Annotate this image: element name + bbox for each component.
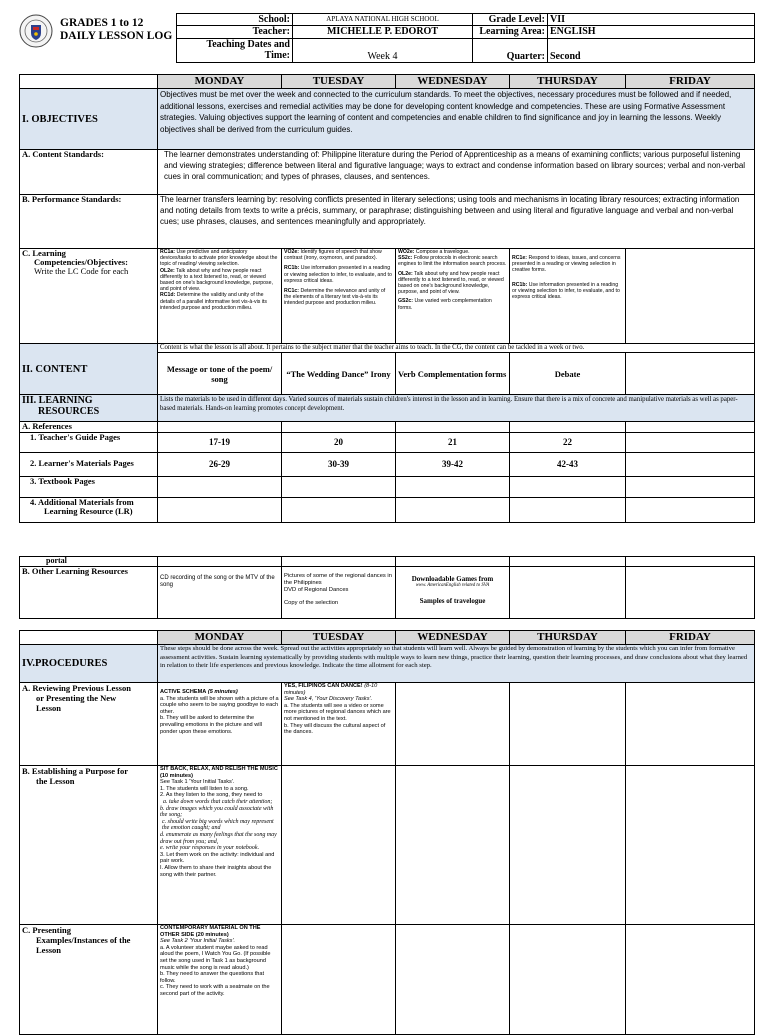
activity-task: See Task 2 'Your Initial Tasks'. xyxy=(160,938,236,945)
other-wednesday xyxy=(396,567,510,619)
presenting-label-3: Lesson xyxy=(36,945,62,955)
objectives-heading: I. OBJECTIVES xyxy=(20,89,158,150)
presenting-monday xyxy=(158,925,282,1035)
header-table xyxy=(176,13,755,63)
other-wednesday-2: www. AmericanEnglish related to SVA xyxy=(415,583,490,588)
competency-item xyxy=(398,298,507,310)
competency-text: Talk about why and how people react differently to a text listened to, read, or viewed based on one's background knowledge, purpose, and point of view. xyxy=(160,267,273,293)
references-cell xyxy=(396,422,510,433)
tg-friday xyxy=(626,432,755,452)
day-monday: MONDAY xyxy=(158,631,282,645)
competencies-label-1: C. Learning xyxy=(22,248,66,258)
area-value: ENGLISH xyxy=(548,26,755,39)
corner-cell xyxy=(20,631,158,645)
lm-tuesday: 30-39 xyxy=(282,452,396,476)
competencies-label xyxy=(20,249,158,344)
references-cell xyxy=(626,422,755,433)
tg-wednesday: 21 xyxy=(396,432,510,452)
other-tuesday-2: DVD of Regional Dances xyxy=(284,587,349,593)
teacher-value: MICHELLE P. EDOROT xyxy=(293,26,473,39)
additional-cell xyxy=(158,497,282,522)
tg-label: 1. Teacher's Guide Pages xyxy=(20,432,158,452)
purpose-tuesday xyxy=(282,766,396,925)
presenting-thursday xyxy=(510,925,626,1035)
presenting-tuesday xyxy=(282,925,396,1035)
performance-standards-label: B. Performance Standards: xyxy=(20,195,158,249)
content-thursday: Debate xyxy=(510,353,626,395)
grade-value: VII xyxy=(548,14,755,26)
activity-substep: b. draw images which you could associate with the song; xyxy=(160,805,274,819)
corner-cell xyxy=(20,75,158,89)
day-tuesday: TUESDAY xyxy=(282,631,396,645)
other-resources-label: B. Other Learning Resources xyxy=(20,567,158,619)
competencies-friday xyxy=(626,249,755,344)
portal-cell xyxy=(396,557,510,567)
competency-code: SS2c: xyxy=(398,255,413,262)
additional-materials-label xyxy=(20,497,158,522)
portal-cell xyxy=(510,557,626,567)
other-monday: CD recording of the song or the MTV of the song xyxy=(158,567,282,619)
references-cell xyxy=(282,422,396,433)
additional-cell xyxy=(626,497,755,522)
textbook-cell xyxy=(626,476,755,497)
presenting-label-1: C. Presenting xyxy=(22,925,71,935)
references-cell xyxy=(510,422,626,433)
content-tuesday: “The Wedding Dance” Irony xyxy=(282,353,396,395)
activity-step: 3. Let them work on the activity: individual and pair work. xyxy=(160,851,275,865)
objectives-text: Objectives must be met over the week and connected to the curriculum standards. To meet the objectives, necessary procedures must be followed and if needed, additional lessons, exercises and remedial activities may be done for developing content knowledge and competencies. These are using Formative Assessment strategies. Valuing objectives support the learning of content and competencies and enable children to find significance and joy in learning the lessons. Weekly objectives shall be derived from the curriculum guides. xyxy=(158,89,755,150)
competency-code: RC1b: xyxy=(512,281,528,288)
quarter-value: Second xyxy=(548,39,755,63)
competency-item xyxy=(284,288,393,307)
competency-item xyxy=(512,282,623,301)
competency-item xyxy=(284,249,393,261)
lm-friday xyxy=(626,452,755,476)
competency-text: Identify figures of speech that show contrast (irony, oxymoron, and paradox). xyxy=(284,249,382,262)
other-tuesday xyxy=(282,567,396,619)
activity-title: SIT BACK, RELAX, AND RELISH THE MUSIC (10 minutes) xyxy=(160,766,278,779)
textbook-label: 3. Textbook Pages xyxy=(20,476,158,497)
deped-seal xyxy=(19,14,53,48)
procedures-table xyxy=(19,630,755,1035)
competency-item xyxy=(512,255,623,274)
references-label: A. References xyxy=(20,422,158,433)
additional-materials-label-1: 4. Additional Materials from xyxy=(30,497,134,507)
portal-cell xyxy=(626,557,755,567)
presenting-wednesday xyxy=(396,925,510,1035)
activity-title: CONTEMPORARY MATERIAL ON THE OTHER SIDE (20 minutes) xyxy=(160,925,261,938)
content-friday xyxy=(626,353,755,395)
activity-substep: e. write your responses in your notebook. xyxy=(160,845,260,852)
competency-code: OL2e: xyxy=(160,267,175,274)
area-label: Learning Area: xyxy=(473,26,548,39)
competency-item xyxy=(160,249,279,268)
competencies-monday xyxy=(158,249,282,344)
content-note: Content is what the lesson is all about. It pertains to the subject matter that the teacher aims to teach. In the CG, the content can be tackled in a week or two. xyxy=(158,344,755,353)
competencies-label-3: Write the LC Code for each xyxy=(34,266,129,276)
resources-heading xyxy=(20,395,158,422)
reviewing-label-3: Lesson xyxy=(36,703,62,713)
competency-item xyxy=(398,271,507,296)
title-line-1: GRADES 1 to 12 xyxy=(60,17,144,29)
additional-materials-label-2: Learning Resource (LR) xyxy=(44,506,133,516)
content-wednesday: Verb Complementation forms xyxy=(396,353,510,395)
portal-cell xyxy=(158,557,282,567)
log-title xyxy=(60,17,172,43)
lm-thursday: 42-43 xyxy=(510,452,626,476)
other-wednesday-3: Samples of travelogue xyxy=(419,597,486,605)
presenting-label xyxy=(20,925,158,1035)
activity-title: YES, FILIPINOS CAN DANCE! xyxy=(284,683,363,689)
activity-step: c. They need to work with a seatmate on the second part of the activity. xyxy=(160,984,270,997)
competency-text: Use varied verb complementation forms. xyxy=(398,298,492,311)
activity-step: 1. The students will listen to a song. xyxy=(160,785,249,792)
resources-heading-2: RESOURCES xyxy=(38,406,100,417)
day-wednesday: WEDNESDAY xyxy=(396,75,510,89)
purpose-label-1: B. Establishing a Purpose for xyxy=(22,766,129,776)
other-thursday xyxy=(510,567,626,619)
tg-thursday: 22 xyxy=(510,432,626,452)
dates-label-line-2: Time: xyxy=(264,50,290,61)
dates-label-line-1: Teaching Dates and xyxy=(206,39,290,50)
resources-heading-1: III. LEARNING xyxy=(22,395,93,406)
competency-code: RC1d: xyxy=(160,292,176,299)
seal-icon xyxy=(19,14,53,48)
reviewing-label-1: A. Reviewing Previous Lesson xyxy=(22,683,131,693)
additional-cell xyxy=(510,497,626,522)
competencies-label-2: Competencies/Objectives: xyxy=(34,257,128,267)
reviewing-wednesday xyxy=(396,683,510,766)
competency-text: Follow protocols in electronic search engines to limit the information search process. xyxy=(398,255,507,268)
competency-text: Use information presented in a reading or viewing selection to infer, to evaluate, and to express critical ideas. xyxy=(512,281,620,301)
objectives-table xyxy=(19,74,755,523)
other-resources-table xyxy=(19,556,755,619)
other-friday xyxy=(626,567,755,619)
day-friday: FRIDAY xyxy=(626,75,755,89)
content-monday: Message or tone of the poem/ song xyxy=(158,353,282,395)
competency-item xyxy=(160,292,279,311)
grade-label: Grade Level: xyxy=(473,14,548,26)
competency-code: GS2c: xyxy=(398,298,413,305)
competency-text: Use information presented in a reading or viewing selection to infer, to evaluate, and to express critical ideas. xyxy=(284,265,392,284)
title-line-2: DAILY LESSON LOG xyxy=(60,30,173,42)
textbook-cell xyxy=(396,476,510,497)
competency-text: Talk about why and how people react differently to a text listened to, read, or viewed based on one's background knowledge, purpose, and point of view. xyxy=(398,270,504,296)
competencies-tuesday xyxy=(282,249,396,344)
other-tuesday-1: Pictures of some of the regional dances in the Philippines xyxy=(284,573,392,586)
competencies-thursday xyxy=(510,249,626,344)
reviewing-label xyxy=(20,683,158,766)
activity-step: b. They will discuss the cultural aspect of the dances. xyxy=(284,722,386,736)
competency-code: RC1e: xyxy=(512,255,527,261)
quarter-label: Quarter: xyxy=(473,39,548,63)
school-value: APLAYA NATIONAL HIGH SCHOOL xyxy=(293,14,473,26)
lm-monday: 26-29 xyxy=(158,452,282,476)
lm-label: 2. Learner's Materials Pages xyxy=(20,452,158,476)
portal-cell xyxy=(282,557,396,567)
dates-label xyxy=(177,39,293,63)
references-cell xyxy=(158,422,282,433)
portal-label: portal xyxy=(20,557,158,567)
presenting-label-2: Examples/Instances of the xyxy=(36,935,131,945)
competencies-wednesday xyxy=(396,249,510,344)
presenting-friday xyxy=(626,925,755,1035)
activity-step: b. They need to answer the questions that follow. xyxy=(160,971,265,984)
competency-code: RC1a: xyxy=(160,249,175,255)
day-thursday: THURSDAY xyxy=(510,631,626,645)
purpose-monday xyxy=(158,766,282,925)
reviewing-thursday xyxy=(510,683,626,766)
activity-substep: d. enumerate as many feelings that the song may draw out from you; and, xyxy=(160,831,277,845)
purpose-label-2: the Lesson xyxy=(36,776,75,786)
purpose-thursday xyxy=(510,766,626,925)
additional-cell xyxy=(282,497,396,522)
activity-time: (5 minutes) xyxy=(206,689,238,695)
competency-code: RC1b: xyxy=(284,265,300,272)
activity-title: ACTIVE SCHEMA xyxy=(160,689,207,695)
activity-step: a. The students will see a video or some more pictures of regional dances which are not mentioned in the text. xyxy=(284,702,391,722)
procedures-heading: IV.PROCEDURES xyxy=(20,645,158,683)
competency-code: WO2e: xyxy=(398,249,415,255)
content-standards-text: The learner demonstrates understanding of: Philippine literature during the Period of Apprenticeship as a means of examining conflicts; various purposeful listening and viewing strategies; difference between literal and figurative language; ways to extract and condense information based on library sources; verbal and non-verbal cues in oral communication; and types of phrases, clauses, and sentences. xyxy=(158,150,755,195)
day-tuesday: TUESDAY xyxy=(282,75,396,89)
tg-tuesday: 20 xyxy=(282,432,396,452)
competency-text: Determine the relevance and unity of the elements of a literary text vis-à-vis its intended purpose and production milieu. xyxy=(284,288,386,307)
textbook-cell xyxy=(158,476,282,497)
purpose-friday xyxy=(626,766,755,925)
activity-time: (8-10 minutes) xyxy=(284,683,378,696)
content-standards-label: A. Content Standards: xyxy=(20,150,158,195)
dates-value: Week 4 xyxy=(293,39,473,63)
competency-item xyxy=(284,265,393,284)
performance-standards-text: The learner transfers learning by: resolving conflicts presented in literary selections; using tools and mechanisms in locating library resources; extracting information and noting details from texts to write a précis, summary, or paraphrase; distinguishing between and using literal and figurative language and verbal and non-verbal cues; use phrases, clauses, and sentences meaningfully and appropriately. xyxy=(158,195,755,249)
activity-task: See Task 1 'Your Initial Tasks'. xyxy=(160,779,235,786)
competency-text: Respond to ideas, issues, and concerns presented in a reading or viewing selection in creative forms. xyxy=(512,255,621,274)
tg-monday: 17-19 xyxy=(158,432,282,452)
other-wednesday-1: Downloadable Games from xyxy=(411,575,494,583)
procedures-note: These steps should be done across the week. Spread out the activities appropriately so that students will learn well. Always be guided by demonstration of learning by the students which you can infer from formative assessment activities. Sustain learning systematically by providing students with multiple ways to learn new things, practice their learning, question their learning processes, and draw conclusions about what they learned in relation to their life experiences and previous knowledge. Indicate the time allotment for each step. xyxy=(158,645,755,683)
day-monday: MONDAY xyxy=(158,75,282,89)
other-tuesday-3: Copy of the selection xyxy=(284,600,339,606)
teacher-label: Teacher: xyxy=(177,26,293,39)
competency-text: Compose a travelogue. xyxy=(414,249,470,255)
activity-step: a. A volunteer student maybe asked to read aloud the poem, I Watch You Go. (If possible set the song used in Task 1 as background music while the song is read aloud.) xyxy=(160,944,271,971)
activity-task: See Task 4, 'Your Discovery Tasks'. xyxy=(284,696,373,703)
competency-code: RC1c: xyxy=(284,288,299,295)
purpose-wednesday xyxy=(396,766,510,925)
competency-text: Determine the validity and unity of the details of a parallel informative text vis-à-vis its intended purpose and production milieu. xyxy=(160,292,267,311)
competency-code: VO2e: xyxy=(284,249,299,255)
activity-substep: c. should write big words which may represent the emotion caught; and xyxy=(162,818,274,832)
lm-wednesday: 39-42 xyxy=(396,452,510,476)
reviewing-tuesday xyxy=(282,683,396,766)
competency-item xyxy=(398,255,507,267)
purpose-label xyxy=(20,766,158,925)
activity-step: I. Allow them to share their insights about the song with their partner. xyxy=(160,864,272,878)
reviewing-monday xyxy=(158,683,282,766)
activity-step: a. The students will be shown with a picture of a couple who seem to be saying goodbye to each other. xyxy=(160,695,279,715)
textbook-cell xyxy=(282,476,396,497)
competency-item xyxy=(160,268,279,293)
day-friday: FRIDAY xyxy=(626,631,755,645)
resources-note: Lists the materials to be used in different days. Varied sources of materials sustain children's interest in the lesson and in learning. Ensure that there is a mix of concrete and manipulative materials as well as paper-based materials. Hands-on learning promotes concept development. xyxy=(158,395,755,422)
reviewing-label-2: or Presenting the New xyxy=(36,693,117,703)
day-wednesday: WEDNESDAY xyxy=(396,631,510,645)
activity-step: 2. As they listen to the song, they need to xyxy=(160,792,263,799)
activity-substep: a. take down words that catch their attention; xyxy=(163,798,273,805)
activity-step: b. They will be asked to determine the prevailing emotions in the picture and will ponder upon these emotions. xyxy=(160,715,262,735)
content-heading: II. CONTENT xyxy=(20,344,158,395)
school-label: School: xyxy=(177,14,293,26)
competency-text: Use predictive and anticipatory devices/tasks to activate prior knowledge about the topic of reading/ viewing selection. xyxy=(160,249,278,268)
reviewing-friday xyxy=(626,683,755,766)
additional-cell xyxy=(396,497,510,522)
textbook-cell xyxy=(510,476,626,497)
competency-code: OL2e: xyxy=(398,270,413,277)
day-thursday: THURSDAY xyxy=(510,75,626,89)
